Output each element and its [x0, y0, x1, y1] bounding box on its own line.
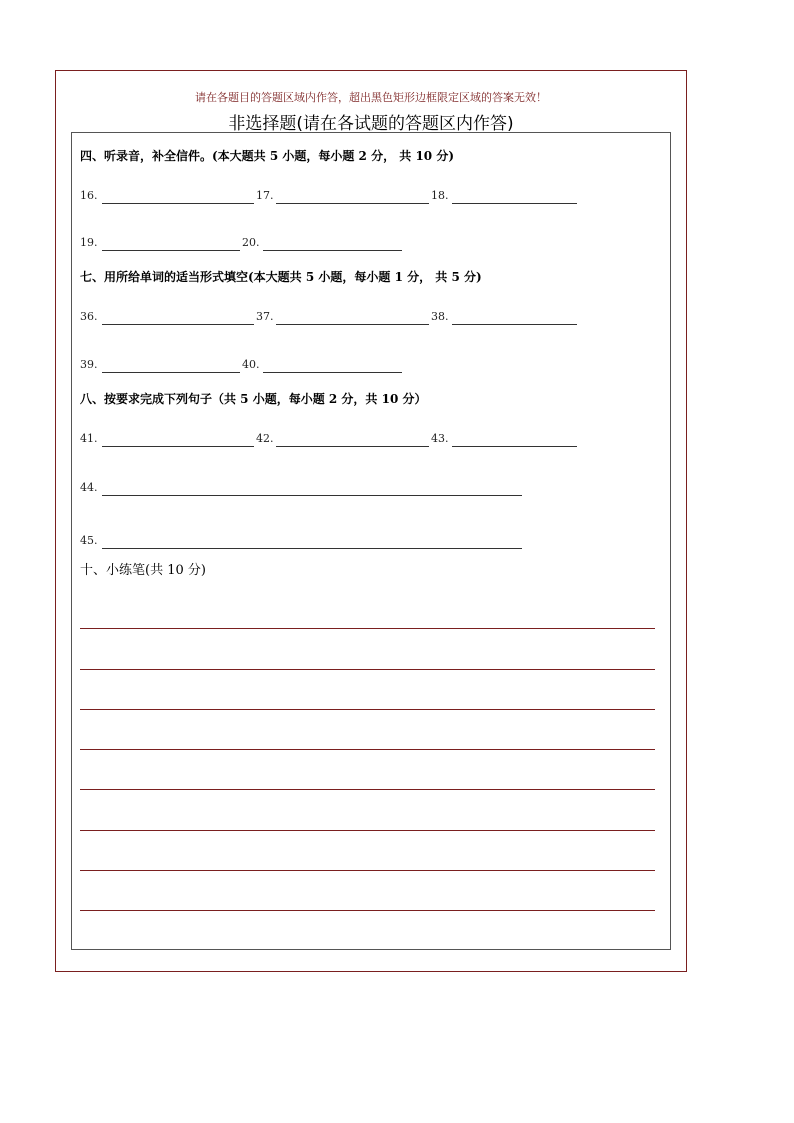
label-17: 17. — [256, 189, 274, 202]
answer-blank-16[interactable] — [102, 203, 254, 204]
answer-blank-42[interactable] — [276, 446, 429, 447]
answer-blank-43[interactable] — [452, 446, 577, 447]
writing-line-5[interactable] — [80, 789, 655, 790]
label-43: 43. — [431, 432, 449, 445]
page-title: 非选择题(请在各试题的答题区内作答) — [228, 114, 514, 134]
label-38: 38. — [431, 310, 449, 323]
inner-answer-frame — [71, 132, 671, 950]
writing-line-8[interactable] — [80, 910, 655, 911]
label-18: 18. — [431, 189, 449, 202]
answer-blank-40[interactable] — [263, 372, 402, 373]
answer-blank-20[interactable] — [263, 250, 402, 251]
answer-blank-37[interactable] — [276, 324, 429, 325]
answer-blank-41[interactable] — [102, 446, 254, 447]
answer-area-warning: 请在各题目的答题区域内作答，超出黑色矩形边框限定区域的答案无效！ — [195, 91, 547, 104]
answer-blank-18[interactable] — [452, 203, 577, 204]
label-45: 45. — [80, 534, 98, 547]
label-41: 41. — [80, 432, 98, 445]
label-42: 42. — [256, 432, 274, 445]
section-4-heading: 四、听录音，补全信件。(本大题共 5 小题，每小题 2 分， 共 10 分) — [80, 149, 455, 163]
writing-line-6[interactable] — [80, 830, 655, 831]
section-7-heading: 七、用所给单词的适当形式填空(本大题共 5 小题，每小题 1 分， 共 5 分) — [80, 270, 482, 284]
writing-line-4[interactable] — [80, 749, 655, 750]
writing-line-7[interactable] — [80, 870, 655, 871]
answer-blank-45[interactable] — [102, 548, 522, 549]
section-10-heading: 十、小练笔(共 10 分) — [80, 563, 206, 578]
label-19: 19. — [80, 236, 98, 249]
label-40: 40. — [242, 358, 260, 371]
answer-blank-19[interactable] — [102, 250, 240, 251]
writing-line-1[interactable] — [80, 628, 655, 629]
section-8-heading: 八、按要求完成下列句子（共 5 小题，每小题 2 分，共 10 分） — [80, 392, 427, 406]
label-16: 16. — [80, 189, 98, 202]
answer-blank-36[interactable] — [102, 324, 254, 325]
answer-blank-17[interactable] — [276, 203, 429, 204]
answer-blank-39[interactable] — [102, 372, 240, 373]
label-39: 39. — [80, 358, 98, 371]
writing-line-3[interactable] — [80, 709, 655, 710]
label-44: 44. — [80, 481, 98, 494]
label-37: 37. — [256, 310, 274, 323]
answer-blank-38[interactable] — [452, 324, 577, 325]
answer-blank-44[interactable] — [102, 495, 522, 496]
writing-line-2[interactable] — [80, 669, 655, 670]
label-20: 20. — [242, 236, 260, 249]
label-36: 36. — [80, 310, 98, 323]
